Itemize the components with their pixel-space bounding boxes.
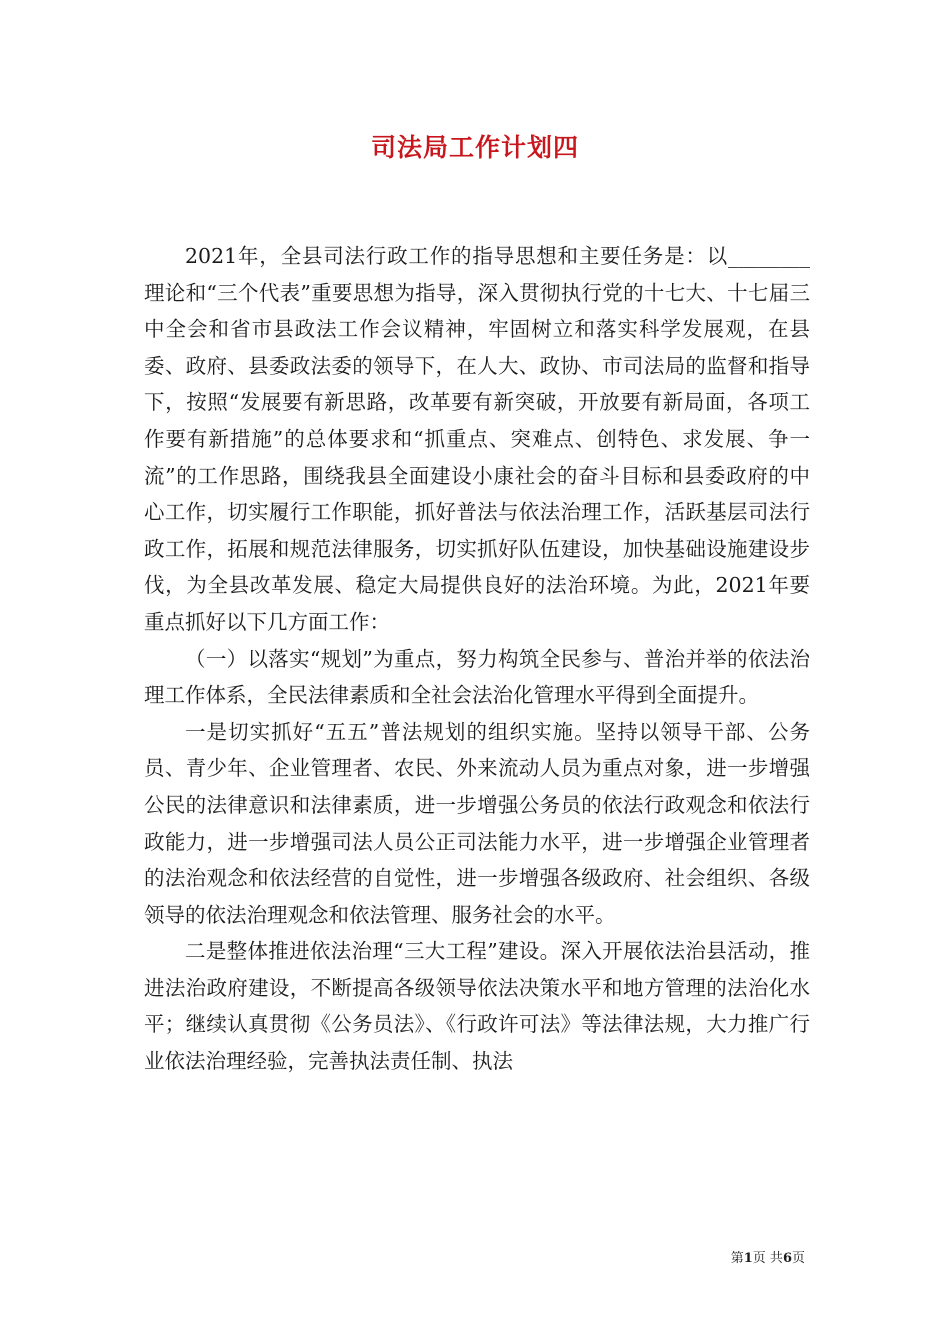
footer-middle: 页 共	[752, 1251, 783, 1266]
footer-prefix: 第	[730, 1251, 744, 1266]
page-footer	[731, 1247, 805, 1266]
footer-current-page: 1	[743, 1251, 753, 1266]
paragraph-point-two: 二是整体推进依法治理“三大工程”建设。深入开展依法治县活动，推进法治政府建设，不断提高各级领导依法决策水平和地方管理的法治化水平；继续认真贯彻《公务员法》、《行政许可法》等法律法规，大力推广行业依法治理经验，完善执法责任制、执法	[144, 939, 810, 1074]
footer-total-pages: 6	[782, 1251, 792, 1266]
paragraph-section-one: （一）以落实“规划”为重点，努力构筑全民参与、普治并举的依法治理工作体系，全民法律素质和全社会法治化管理水平得到全面提升。	[144, 646, 810, 708]
document-title: 司法局工作计划四	[370, 133, 579, 162]
document-body	[144, 238, 810, 1080]
paragraph-point-one: 一是切实抓好“五五”普法规划的组织实施。坚持以领导干部、公务员、青少年、企业管理者、农民、外来流动人员为重点对象，进一步增强公民的法律意识和法律素质，进一步增强公务员的依法行政观念和依法行政能力，进一步增强司法人员公正司法能力水平，进一步增强企业管理者的法治观念和依法经营的自觉性，进一步增强各级政府、社会组织、各级领导的依法治理观念和依法管理、服务社会的水平。	[144, 719, 810, 927]
footer-suffix: 页	[791, 1251, 805, 1266]
paragraph-intro: 2021年，全县司法行政工作的指导思想和主要任务是：以________理论和“三个代表”重要思想为指导，深入贯彻执行党的十七大、十七届三中全会和省市县政法工作会议精神，牢固树立和落实科学发展观，在县委、政府、县委政法委的领导下，在人大、政协、市司法局的监督和指导下，按照“发展要有新思路，改革要有新突破，开放要有新局面，各项工作要有新措施”的总体要求和“抓重点、突难点、创特色、求发展、争一流”的工作思路，围绕我县全面建设小康社会的奋斗目标和县委政府的中心工作，切实履行工作职能，抓好普法与依法治理工作，活跃基层司法行政工作，拓展和规范法律服务，切实抓好队伍建设，加快基础设施建设步伐，为全县改革发展、稳定大局提供良好的法治环境。为此，2021年要重点抓好以下几方面工作：	[144, 244, 810, 634]
